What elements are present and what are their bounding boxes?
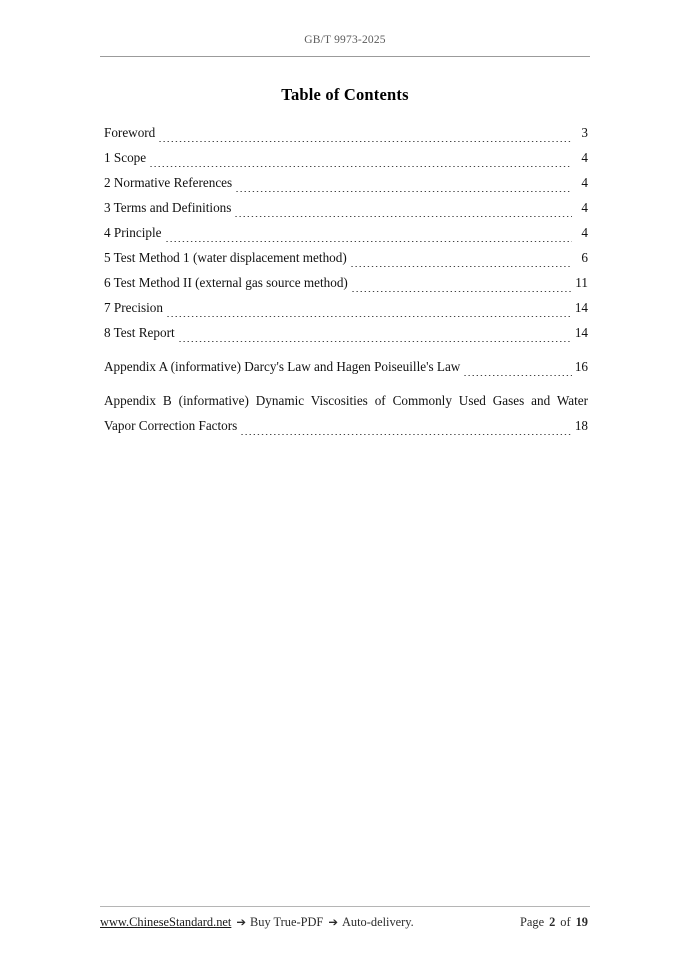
toc-entry-page: 6 [581,250,588,265]
page-header [100,30,590,48]
toc-entry-label-line2-row [104,413,588,438]
toc-entry-foreword[interactable] [104,120,588,145]
arrow-right-icon: ➔ [328,915,338,929]
toc-entry-page: 4 [581,150,588,165]
toc-entry-label: Foreword [104,125,156,140]
header-divider [100,56,590,57]
toc-leader-dots [178,341,572,342]
toc-leader-dots [235,191,572,192]
footer-page-total: 19 [575,915,588,929]
toc-leader-dots [350,266,572,267]
toc-entry-precision[interactable] [104,295,588,320]
toc-entry-label: Appendix A (informative) Darcy's Law and Hagen Poiseuille's Law [104,359,461,374]
toc-leader-dots [463,375,572,376]
toc-entry-test-method-2[interactable] [104,270,588,295]
footer-promo [100,915,414,930]
header-standard-number: GB/T 9973-2025 [304,34,386,46]
toc-entry-page: 18 [574,418,588,433]
toc-entry-page: 3 [581,125,588,140]
footer-of-word: of [560,915,571,929]
toc-leader-dots [166,316,572,317]
page-title: Table of Contents [281,85,409,104]
footer-divider [100,906,590,907]
toc-entry-page: 14 [574,300,588,315]
footer-page-word: Page [519,915,545,929]
footer-page-number: 2 [549,915,556,929]
toc-entry-page: 11 [575,275,588,290]
toc-entry-normative-references[interactable] [104,170,588,195]
toc-entry-label: 2 Normative References [104,175,233,190]
page-footer [100,915,590,930]
toc-leader-dots [240,434,572,435]
toc-leader-dots [158,141,572,142]
toc-entry-label: 5 Test Method 1 (water displacement method) [104,250,347,265]
toc-entry-page: 4 [581,175,588,190]
toc-entry-page: 4 [581,200,588,215]
toc-entry-appendix-a[interactable] [104,354,588,379]
toc-entry-label-line2: Vapor Correction Factors [104,418,238,433]
footer-promo-text: Buy True-PDF [249,915,324,929]
table-of-contents [104,120,588,438]
toc-entry-test-method-1[interactable] [104,245,588,270]
toc-entry-label-line1: Appendix B (informative) Dynamic Viscosities of Commonly Used Gases and Water [104,393,588,408]
toc-leader-dots [234,216,572,217]
toc-leader-dots [165,241,572,242]
toc-entry-label: 8 Test Report [104,325,175,340]
toc-entry-scope[interactable] [104,145,588,170]
toc-entry-page: 16 [574,359,588,374]
toc-leader-dots [149,166,572,167]
toc-entry-label: 1 Scope [104,150,147,165]
toc-leader-dots [351,291,572,292]
toc-entry-test-report[interactable] [104,320,588,345]
toc-entry-label: 3 Terms and Definitions [104,200,232,215]
toc-entry-terms-and-definitions[interactable] [104,195,588,220]
toc-entry-label: 7 Precision [104,300,163,315]
arrow-right-icon: ➔ [236,915,246,929]
footer-page-indicator [520,915,590,930]
toc-entry-label: 4 Principle [104,225,162,240]
footer-website-link[interactable]: www.ChineseStandard.net [100,915,232,929]
footer-delivery-text: Auto-delivery. [341,915,414,929]
toc-entry-label: 6 Test Method II (external gas source method) [104,275,348,290]
toc-entry-principle[interactable] [104,220,588,245]
toc-entry-page: 4 [581,225,588,240]
toc-entry-appendix-b[interactable] [104,388,588,438]
toc-entry-page: 14 [574,325,588,340]
